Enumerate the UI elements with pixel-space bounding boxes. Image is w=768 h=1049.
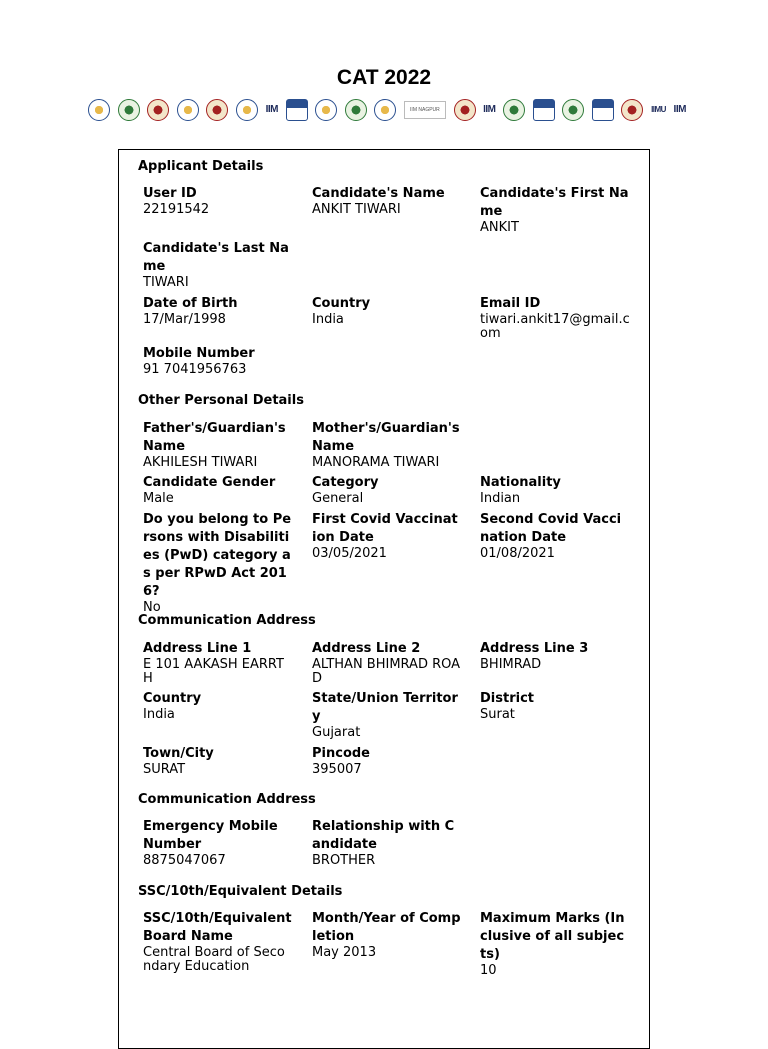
field-value: May 2013	[312, 945, 377, 960]
field-value: India	[143, 707, 175, 722]
field-town-city	[143, 745, 293, 777]
field-value: General	[312, 491, 364, 506]
field-value: ANKIT TIWARI	[312, 202, 401, 217]
field-value: India	[312, 312, 344, 327]
iim-nagpur-logo: IIM NAGPUR	[404, 101, 446, 119]
iim-logo-3	[147, 99, 169, 121]
section-other-personal-details: Other Personal Details	[138, 393, 304, 408]
iim-logo-11	[374, 99, 396, 121]
field-label: Mother's/Guardian's Name	[312, 421, 460, 454]
iim-logo-14: IIM	[483, 104, 496, 115]
field-gender	[143, 474, 293, 506]
field-label: Address Line 1	[143, 641, 252, 656]
field-label: Candidate's Name	[312, 186, 445, 201]
iim-logo-19	[621, 99, 643, 121]
iimu-logo: IIMU	[651, 105, 666, 114]
field-value: 01/08/2021	[480, 546, 555, 561]
field-value: No	[143, 600, 161, 615]
field-label: Month/Year of Completion	[312, 911, 461, 944]
field-label: Address Line 3	[480, 641, 589, 656]
iim-logo-4	[177, 99, 199, 121]
field-label: Date of Birth	[143, 296, 238, 311]
field-value: Central Board of Secondary Education	[143, 945, 285, 974]
field-value: SURAT	[143, 762, 186, 777]
field-value: 10	[480, 963, 497, 978]
field-label: Candidate's First Name	[480, 186, 629, 219]
field-label: Relationship with Candidate	[312, 819, 455, 852]
field-value: 17/Mar/1998	[143, 312, 226, 327]
field-date-of-birth	[143, 295, 293, 327]
field-label: Country	[312, 296, 371, 311]
page-title: CAT 2022	[336, 66, 432, 89]
field-relationship	[312, 818, 462, 868]
iim-logo-21: IIM	[673, 104, 686, 115]
field-nationality	[480, 474, 630, 506]
field-value: AKHILESH TIWARI	[143, 455, 258, 470]
field-value: E 101 AAKASH EARRTH	[143, 657, 284, 686]
field-ssc-max-marks	[480, 910, 630, 978]
field-value: 8875047067	[143, 853, 226, 868]
field-label: Candidate Gender	[143, 475, 276, 490]
institute-logo-strip	[88, 94, 686, 126]
field-address-line-2	[312, 640, 462, 686]
field-value: tiwari.ankit17@gmail.com	[480, 312, 630, 341]
field-label: Father's/Guardian's Name	[143, 421, 286, 454]
field-value: BROTHER	[312, 853, 376, 868]
field-ssc-board	[143, 910, 293, 974]
field-email-id	[480, 295, 630, 341]
field-value: 22191542	[143, 202, 210, 217]
field-label: Emergency Mobile Number	[143, 819, 278, 852]
field-label: State/Union Territory	[312, 691, 458, 724]
field-label: Nationality	[480, 475, 561, 490]
section-communication-address: Communication Address	[138, 613, 316, 628]
field-emergency-mobile	[143, 818, 293, 868]
iim-logo-17	[562, 99, 584, 121]
field-label: Category	[312, 475, 379, 490]
field-label: Address Line 2	[312, 641, 421, 656]
field-label: Email ID	[480, 296, 541, 311]
field-value: Indian	[480, 491, 521, 506]
field-second-covid-vaccination	[480, 511, 630, 561]
field-value: ALTHAN BHIMRAD ROAD	[312, 657, 461, 686]
field-label: Town/City	[143, 746, 214, 761]
iim-logo-9	[315, 99, 337, 121]
field-label: Mobile Number	[143, 346, 255, 361]
field-address-line-3	[480, 640, 630, 672]
field-label: Second Covid Vaccination Date	[480, 512, 622, 545]
iim-sirmaur-logo	[592, 99, 614, 121]
field-pincode	[312, 745, 462, 777]
field-value: BHIMRAD	[480, 657, 542, 672]
field-label: District	[480, 691, 534, 706]
field-category	[312, 474, 462, 506]
field-mother-name	[312, 420, 462, 470]
field-first-covid-vaccination	[312, 511, 462, 561]
field-label: Do you belong to Persons with Disabilities (PwD) category as per RPwD Act 2016?	[143, 512, 292, 599]
field-value: MANORAMA TIWARI	[312, 455, 440, 470]
iim-logo-10	[345, 99, 367, 121]
field-value: Surat	[480, 707, 515, 722]
field-value: TIWARI	[143, 275, 189, 290]
field-label: Maximum Marks (Inclusive of all subjects)	[480, 911, 625, 962]
field-mobile-number	[143, 345, 293, 377]
field-state	[312, 690, 462, 740]
field-district	[480, 690, 630, 722]
iim-logo-2	[118, 99, 140, 121]
field-label: Candidate's Last Name	[143, 241, 289, 274]
iim-logo-13	[454, 99, 476, 121]
field-label: Country	[143, 691, 202, 706]
iim-logo-6	[236, 99, 258, 121]
field-last-name	[143, 240, 293, 290]
field-first-name	[480, 185, 630, 235]
field-father-name	[143, 420, 293, 470]
field-user-id	[143, 185, 293, 217]
field-value: 03/05/2021	[312, 546, 387, 561]
field-label: SSC/10th/Equivalent Board Name	[143, 911, 292, 944]
field-address-country	[143, 690, 293, 722]
field-label: Pincode	[312, 746, 370, 761]
iim-logo-5	[206, 99, 228, 121]
field-pwd	[143, 511, 293, 615]
iim-logo-8	[286, 99, 308, 121]
field-value: Gujarat	[312, 725, 361, 740]
iim-jammu-logo: IIM	[265, 104, 278, 115]
field-label: User ID	[143, 186, 197, 201]
section-applicant-details: Applicant Details	[138, 159, 264, 174]
iim-logo-1	[88, 99, 110, 121]
field-value: 91 7041956763	[143, 362, 247, 377]
field-value: 395007	[312, 762, 362, 777]
field-ssc-completion	[312, 910, 462, 960]
field-label: First Covid Vaccination Date	[312, 512, 458, 545]
iim-logo-16	[533, 99, 555, 121]
iim-logo-15	[503, 99, 525, 121]
field-address-line-1	[143, 640, 293, 686]
section-emergency-contact: Communication Address	[138, 792, 316, 807]
field-value: ANKIT	[480, 220, 519, 235]
field-country	[312, 295, 462, 327]
field-candidate-name	[312, 185, 462, 217]
section-ssc-details: SSC/10th/Equivalent Details	[138, 884, 343, 899]
field-value: Male	[143, 491, 174, 506]
